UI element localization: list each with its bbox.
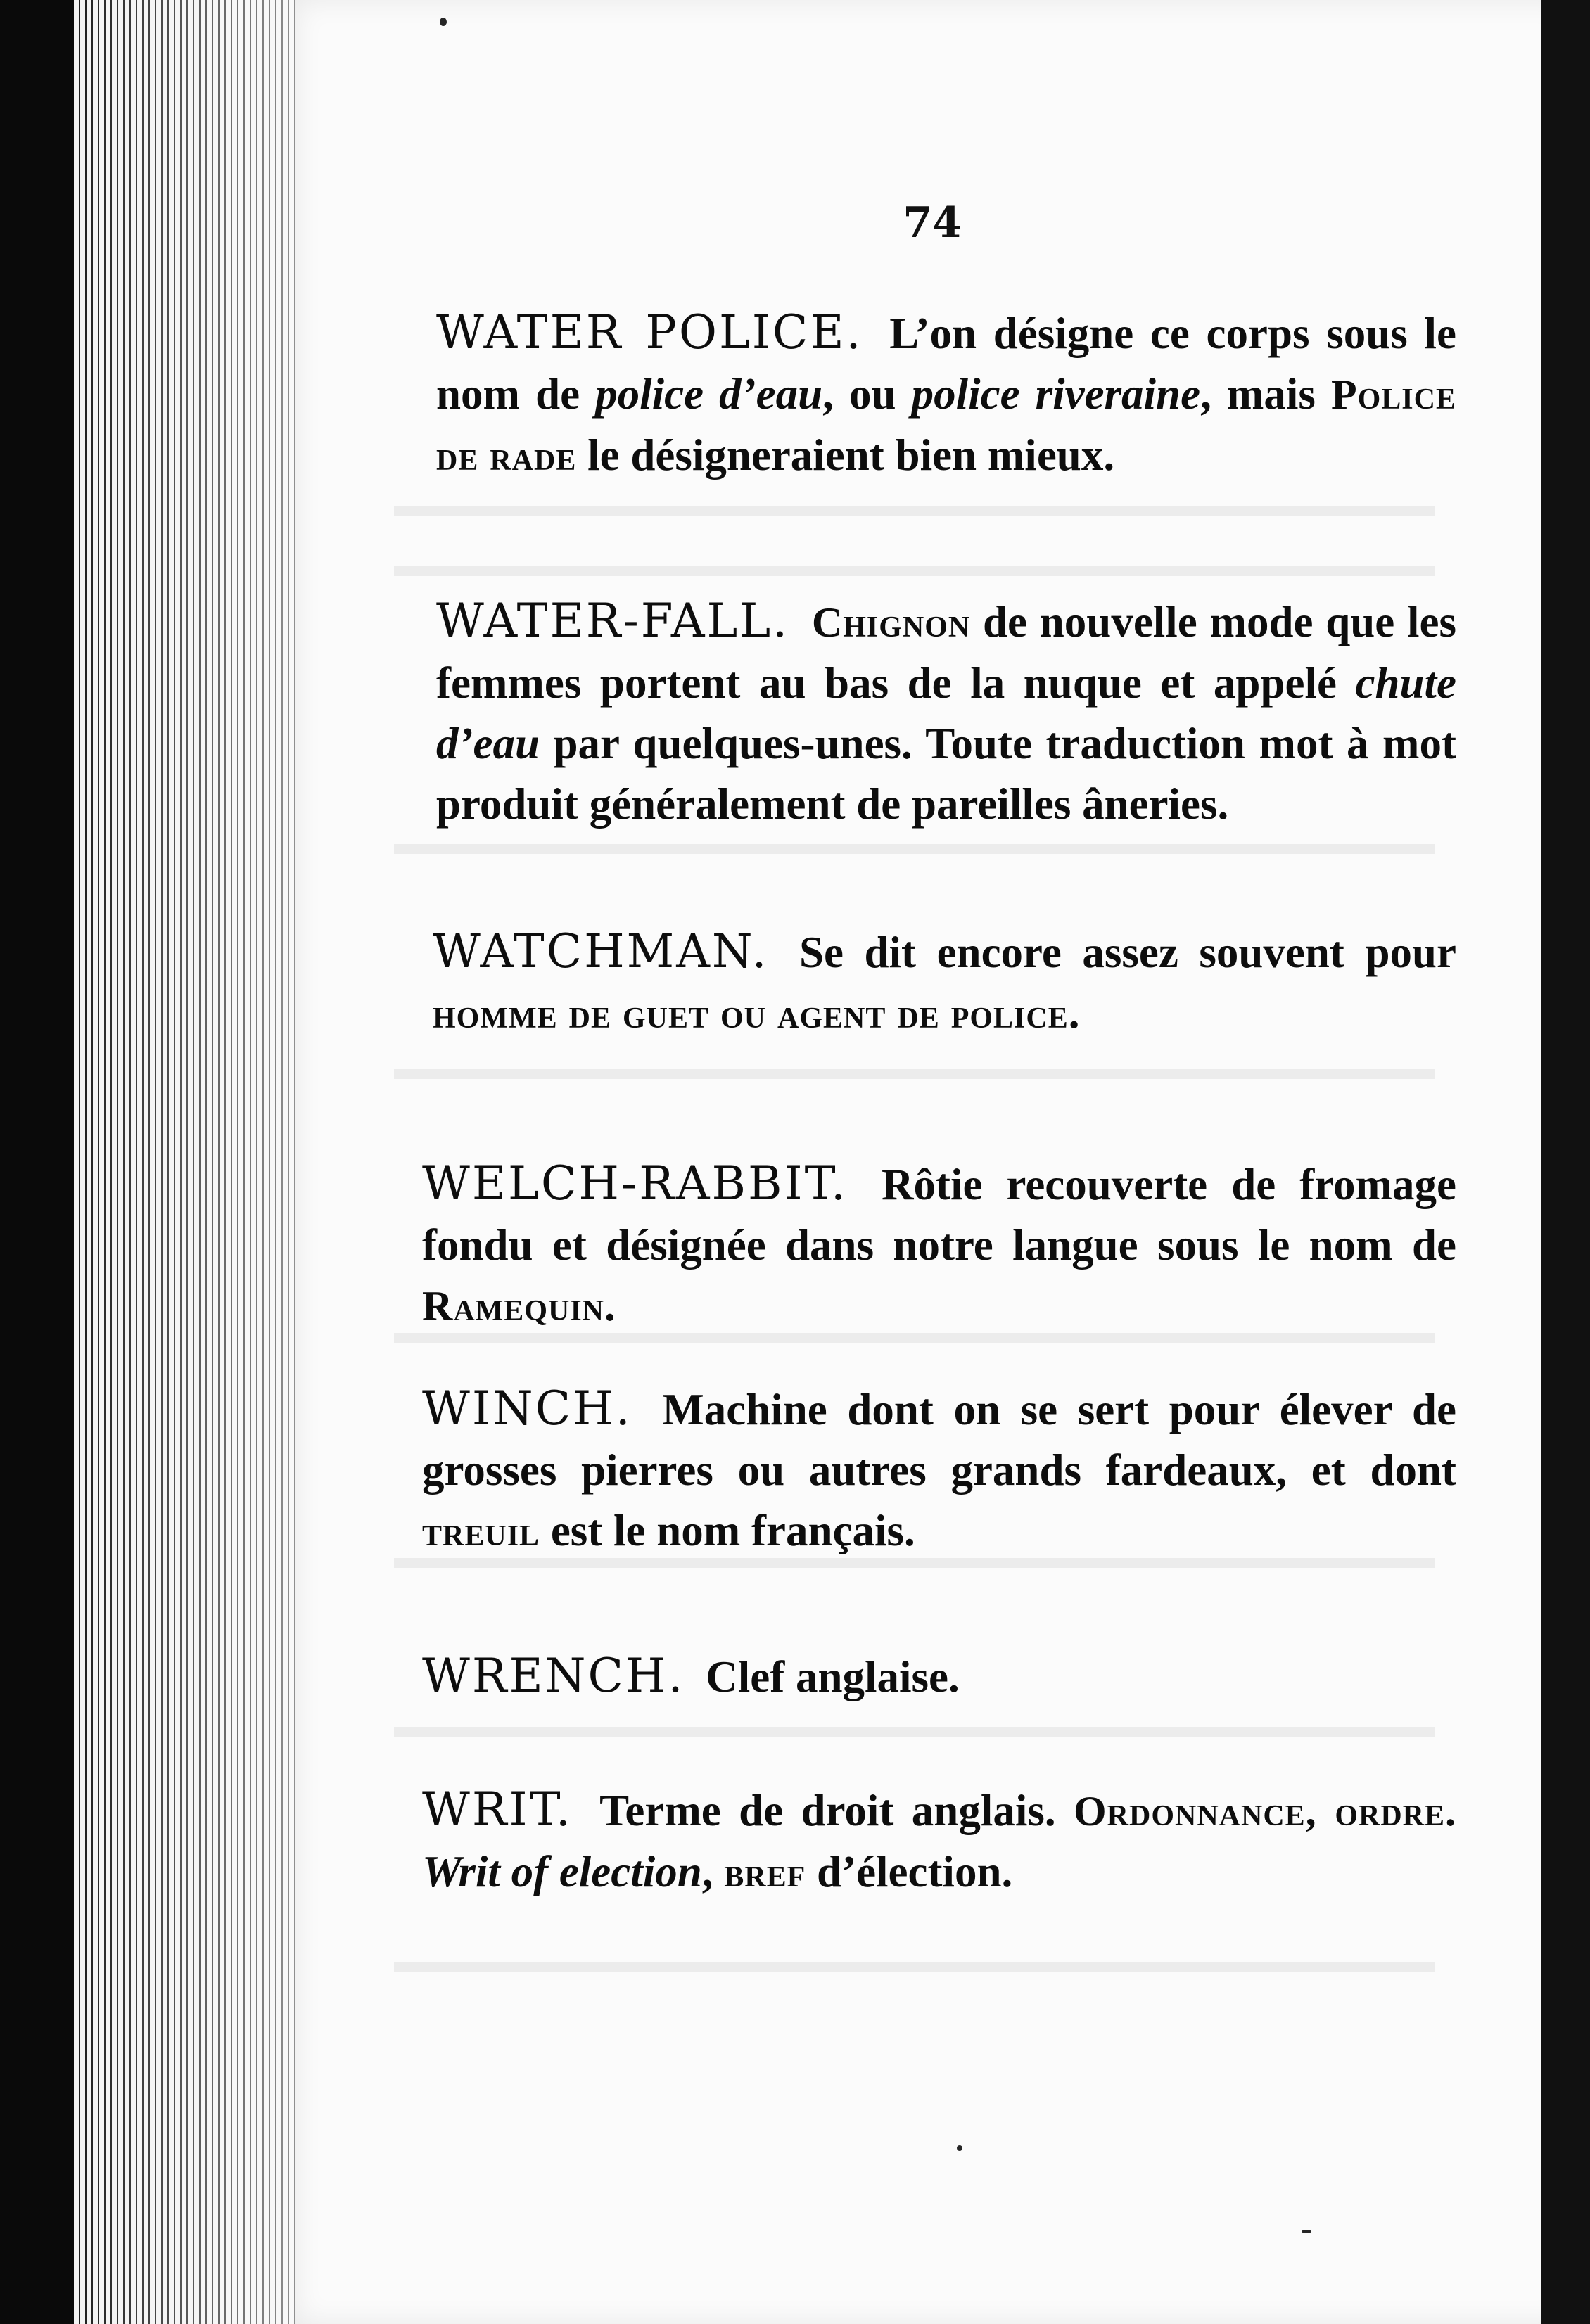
scan-speck — [1302, 2230, 1311, 2233]
entry-smallcaps-term: Chignon — [811, 599, 971, 646]
entry-smallcaps-term: treuil — [422, 1508, 540, 1554]
entry-text: Clef anglaise. — [694, 1652, 960, 1702]
bleed-through-line — [394, 1962, 1435, 1972]
bleed-through-line — [394, 844, 1435, 854]
bleed-through-line — [394, 566, 1435, 576]
entry-text: . — [604, 1281, 616, 1330]
dictionary-entry-water-fall — [436, 591, 1456, 834]
entry-smallcaps-term: bref — [724, 1849, 806, 1896]
entry-italic-term: police d’eau — [595, 369, 823, 419]
entry-text: , ou — [822, 369, 912, 419]
entry-smallcaps-term: Ramequin — [422, 1283, 604, 1329]
entry-smallcaps-term: Ordonnance, ordre. — [1074, 1788, 1456, 1834]
entry-italic-term: chute d’eau — [436, 658, 1456, 768]
entry-text: Se dit encore assez souvent pour — [778, 928, 1456, 977]
dictionary-entry-welch-rabbit — [422, 1154, 1456, 1336]
entry-text: d’élection. — [806, 1847, 1013, 1896]
dictionary-entry-winch — [422, 1379, 1456, 1562]
dictionary-entry-writ — [422, 1780, 1456, 1903]
dictionary-entry-wrench — [422, 1646, 1456, 1707]
entry-headword: WRENCH. — [422, 1649, 685, 1703]
entry-headword: WATER-FALL. — [436, 594, 790, 648]
entry-headword: WRIT. — [422, 1782, 573, 1837]
bleed-through-line — [394, 1727, 1435, 1737]
entry-headword: WELCH-RABBIT. — [422, 1156, 848, 1211]
entry-text: Rôtie recouverte de fromage fondu et désignée dans notre langue sous le nom de — [422, 1160, 1456, 1270]
bleed-through-line — [394, 1069, 1435, 1079]
bleed-through-line — [394, 506, 1435, 516]
entry-smallcaps-term: Police de rade — [436, 371, 1456, 479]
page-number: 74 — [903, 198, 962, 248]
entry-text: , — [701, 1847, 725, 1896]
page-stack-shading — [74, 0, 313, 2324]
entry-text: , mais — [1200, 369, 1331, 419]
dictionary-entry-water-police — [436, 302, 1456, 486]
entry-headword: WATER POLICE. — [436, 305, 863, 359]
entry-text: Machine dont on se sert pour élever de grosses pierres ou autres grands fardeaux, et dont — [422, 1385, 1456, 1495]
entry-text: . — [1068, 988, 1080, 1038]
entry-text: par quelques-unes. Toute traduction mot à mot produit généralement de pareilles âneries. — [436, 719, 1456, 829]
entry-text: le désigneraient bien mieux. — [576, 430, 1115, 480]
entry-smallcaps-term: homme de guet ou agent de police — [433, 990, 1069, 1037]
page-right-edge — [1541, 0, 1590, 2324]
scan-speck — [440, 18, 447, 26]
entry-text: est le nom français. — [540, 1506, 915, 1555]
entry-headword: WATCHMAN. — [433, 924, 769, 978]
entry-headword: WINCH. — [422, 1381, 632, 1436]
entry-italic-term: police riveraine — [911, 369, 1201, 419]
scan-speck — [957, 2145, 962, 2151]
entry-text: de nouvelle mode que les femmes portent au bas de la nuque et appelé — [436, 597, 1456, 708]
entry-text: Terme de droit anglais. — [582, 1786, 1074, 1835]
entry-italic-term: Writ of election — [422, 1847, 702, 1896]
dictionary-entry-watchman — [433, 921, 1456, 1044]
entry-text: L’on désigne ce corps sous le nom de — [436, 309, 1456, 419]
